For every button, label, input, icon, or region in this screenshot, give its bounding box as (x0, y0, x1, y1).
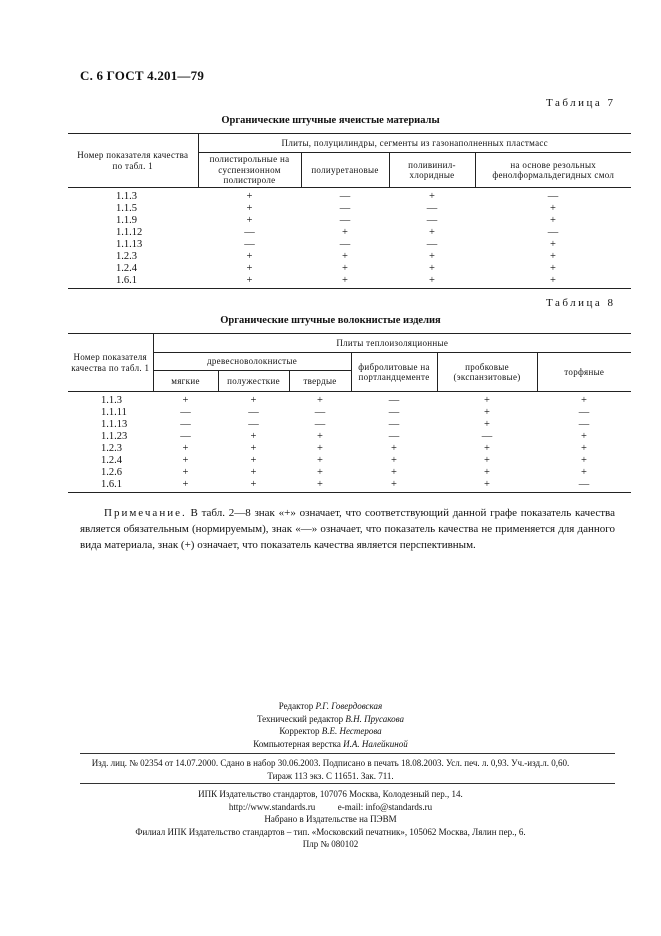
table-cell: + (484, 443, 490, 455)
table-row (68, 203, 631, 215)
table-cell: + (317, 467, 323, 479)
row-index: 1.1.9 (116, 215, 137, 227)
table-cell: — (388, 407, 400, 419)
row-index: 1.2.3 (116, 251, 137, 263)
table-cell: + (246, 203, 253, 215)
row-index: 1.1.3 (101, 395, 122, 406)
imprint-layout: Компьютерная верстка И.А. Налейкиной (253, 738, 408, 749)
table-row (68, 407, 631, 419)
table-cell: + (475, 275, 631, 288)
table-cell: — (339, 191, 351, 202)
table-cell: — (426, 239, 438, 251)
table-row (68, 263, 631, 275)
table8-body (68, 392, 631, 493)
table-cell: + (550, 203, 556, 215)
table-cell: + (429, 227, 435, 239)
table8-col-header: пробковые (экспанзитовые) (437, 353, 537, 392)
table-cell: + (484, 395, 490, 406)
table-cell: + (301, 275, 389, 288)
table-cell: + (182, 455, 189, 467)
table-cell: — (426, 215, 438, 227)
table-cell: + (250, 467, 257, 479)
table-cell: + (484, 419, 490, 431)
table-cell: + (581, 431, 587, 443)
table-cell: + (391, 443, 397, 455)
imprint-tech-editor: Технический редактор В.Н. Прусакова (256, 713, 405, 724)
table-cell: + (250, 395, 257, 406)
table-cell: + (182, 443, 189, 455)
row-index: 1.1.23 (101, 431, 128, 443)
table-cell: + (550, 215, 556, 227)
table-cell: + (198, 275, 301, 288)
table7-col-header: поливинил-хлоридные (389, 153, 475, 188)
row-index: 1.2.4 (101, 455, 122, 467)
imprint (0, 700, 661, 750)
table-row (68, 455, 631, 467)
table-cell: — (578, 407, 590, 419)
table7-title: Органические штучные ячеистые материалы (221, 115, 440, 126)
table-cell: + (317, 443, 323, 455)
imprint-corrector: Корректор В.Е. Нестерова (279, 726, 382, 737)
table-cell: + (250, 431, 257, 443)
table-cell: — (180, 431, 191, 443)
table-cell: + (437, 479, 537, 492)
table-cell: — (180, 407, 191, 419)
table-cell: + (246, 215, 253, 227)
row-index: 1.2.4 (116, 263, 137, 275)
table-cell: + (342, 251, 348, 263)
table-cell: + (391, 467, 397, 479)
table-cell: — (578, 419, 590, 431)
row-index: 1.6.1 (68, 275, 198, 288)
table-cell: — (547, 191, 559, 202)
table8-subcol-header: твердые (289, 371, 351, 392)
table-cell: + (342, 227, 348, 239)
table-cell: — (248, 407, 259, 419)
table-row (68, 251, 631, 263)
table7-index-header: Номер показателя качества по табл. 1 (68, 134, 198, 188)
imprint-editor: Редактор Р.Г. Говердовская (278, 701, 383, 711)
table-cell: + (581, 443, 587, 455)
table-cell: — (426, 203, 438, 215)
table-cell: + (182, 467, 189, 479)
table-row (68, 443, 631, 455)
table-cell: + (182, 395, 189, 406)
imprint-publication-data (0, 757, 661, 782)
table7-col-header: полиуретановые (301, 153, 389, 188)
table-row (68, 392, 631, 408)
table-cell: + (429, 191, 435, 202)
note-prefix: Примечание. (104, 507, 187, 519)
table-cell: — (388, 395, 400, 406)
table-row (68, 419, 631, 431)
table-cell: — (537, 479, 631, 492)
table8-title: Органические штучные волокнистые изделия (220, 315, 441, 326)
table7-body (68, 188, 631, 289)
table-cell: — (339, 203, 351, 215)
table7-label: Таблица 7 (546, 97, 616, 109)
table7-col-header: полистирольные на суспензионном полистироле (198, 153, 301, 188)
table-cell: + (429, 251, 435, 263)
table-cell: + (289, 479, 351, 492)
table-cell: — (244, 239, 255, 251)
table7 (68, 133, 631, 289)
table-row (68, 275, 631, 288)
publisher-line-2: http://www.standards.ru e-mail: info@standards.ru (228, 801, 433, 812)
table-cell: — (547, 227, 559, 239)
table-cell: — (314, 419, 326, 431)
table-cell: + (246, 191, 253, 202)
table-cell: — (248, 419, 259, 431)
row-index: 1.2.3 (101, 443, 122, 455)
publisher-line-4: Филиал ИПК Издательство стандартов – тип. «Московский печатник», 105062 Москва, Лялин пер., 6. (135, 826, 526, 837)
table-cell: + (550, 263, 556, 275)
imprint-rule-bottom (80, 783, 615, 784)
table-cell: + (351, 479, 437, 492)
page-header: С. 6 ГОСТ 4.201—79 (80, 68, 205, 83)
table-row (68, 431, 631, 443)
row-index: 1.1.3 (116, 191, 137, 202)
table-cell: — (388, 431, 400, 443)
table-row (68, 467, 631, 479)
table-cell: — (388, 419, 400, 431)
table-cell: + (484, 467, 490, 479)
table-cell: + (484, 455, 490, 467)
table-row (68, 479, 631, 492)
table8-index-header: Номер показателя качества по табл. 1 (68, 334, 153, 392)
table-row (68, 188, 631, 204)
table-cell: + (429, 263, 435, 275)
table8-group-header: Плиты теплоизоляционные (153, 334, 631, 353)
table-cell: + (153, 479, 218, 492)
table-cell: + (581, 395, 587, 406)
row-index: 1.6.1 (68, 479, 153, 492)
table-cell: — (339, 215, 351, 227)
note (80, 505, 615, 553)
table-row (68, 215, 631, 227)
table8 (68, 333, 631, 493)
row-index: 1.1.5 (116, 203, 137, 215)
imprint-line-1: Изд. лиц. № 02354 от 14.07.2000. Сдано в набор 30.06.2003. Подписано в печать 18.08.2003. Усл. печ. л. 0,93. Уч.-изд.л. 0,60. (91, 758, 570, 768)
publisher-line-3: Набрано в Издательстве на ПЭВМ (264, 814, 397, 825)
table-cell: + (550, 251, 556, 263)
note-text: В табл. 2—8 знак «+» означает, что соответствующий данной графе показатель качества является обязательным (нормируемым), знак «—» означает, что показатель качества не применяется для данного вида материала, знак (+) означает, что показатель качества является перспективным. (80, 507, 615, 551)
table-cell: — (244, 227, 255, 239)
table8-subgroup-header: древесноволокнистые (153, 353, 351, 371)
table-cell: + (246, 263, 253, 275)
table-cell: + (317, 395, 323, 406)
table-cell: — (314, 407, 326, 419)
table-cell: — (180, 419, 191, 431)
table-cell: + (389, 275, 475, 288)
table-cell: + (550, 239, 556, 251)
table8-label: Таблица 8 (546, 297, 616, 309)
imprint-line-2: Тираж 113 экз. С 11651. Зак. 711. (267, 770, 394, 781)
table-cell: + (250, 443, 257, 455)
row-index: 1.2.6 (101, 467, 122, 479)
table7-group-header: Плиты, полуцилиндры, сегменты из газонаполненных пластмасс (198, 134, 631, 153)
table8-subcol-header: мягкие (153, 371, 218, 392)
table-cell: + (484, 407, 490, 419)
table-cell: + (342, 263, 348, 275)
row-index: 1.1.12 (116, 227, 143, 239)
table-cell: + (317, 431, 323, 443)
table-cell: + (246, 251, 253, 263)
table8-subcol-header: полужесткие (218, 371, 289, 392)
row-index: 1.1.11 (101, 407, 127, 419)
table-cell: — (481, 431, 493, 443)
table-cell: + (317, 455, 323, 467)
table8-col-header: торфяные (537, 353, 631, 392)
table-row (68, 239, 631, 251)
table-cell: + (581, 455, 587, 467)
table-row (68, 227, 631, 239)
row-index: 1.1.13 (101, 419, 128, 431)
table-cell: + (218, 479, 289, 492)
table7-col-header: на основе резольных фенолформальдегидных смол (475, 153, 631, 188)
table-cell: + (250, 455, 257, 467)
imprint-rule-top (80, 753, 615, 754)
table-cell: + (581, 467, 587, 479)
table8-col-header: фибролитовые на портландцементе (351, 353, 437, 392)
publisher-line-5: Плр № 080102 (302, 839, 359, 850)
row-index: 1.1.13 (116, 239, 143, 251)
imprint-publisher (0, 788, 661, 851)
publisher-line-1: ИПК Издательство стандартов, 107076 Москва, Колодезный пер., 14. (198, 789, 463, 799)
table-cell: + (391, 455, 397, 467)
table-cell: — (339, 239, 351, 251)
